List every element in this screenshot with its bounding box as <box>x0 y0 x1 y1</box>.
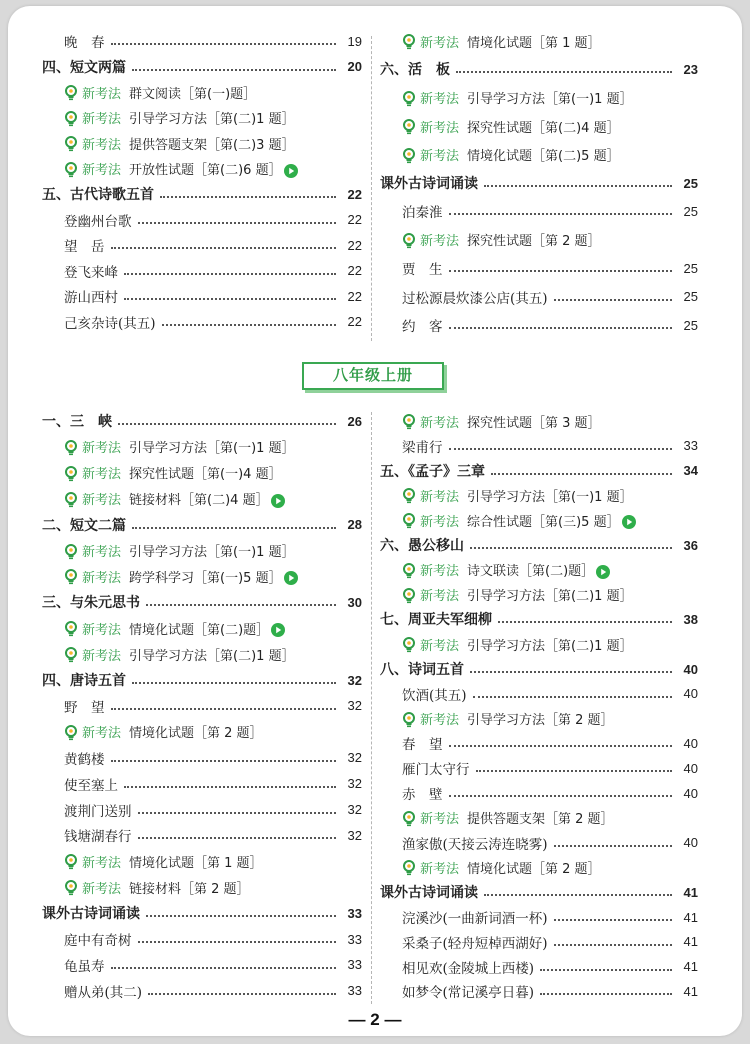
dot-leader <box>160 196 336 198</box>
lesson-title: 登幽州台歌 <box>64 213 132 230</box>
lightbulb-icon <box>402 637 416 653</box>
new-method-tag: 新考法 <box>82 855 122 871</box>
toc-section-heading[interactable] <box>42 593 362 611</box>
new-method-tag: 新考法 <box>82 86 122 102</box>
page-ref: 40 <box>683 835 698 851</box>
play-video-icon[interactable] <box>271 494 285 508</box>
dot-leader <box>124 786 336 788</box>
page-ref: 32 <box>347 776 362 792</box>
page-ref: 33 <box>347 957 362 973</box>
new-method-tag: 新考法 <box>82 570 122 586</box>
exam-method-label: 情境化试题［第 2 题］ <box>467 861 601 877</box>
new-method-tag: 新考法 <box>82 545 122 560</box>
toc-lesson-entry[interactable] <box>380 734 698 752</box>
exam-method-label: 情境化试题［第(二)5 题］ <box>467 149 620 165</box>
toc-section-heading[interactable] <box>380 883 698 901</box>
page-ref: 25 <box>683 289 698 305</box>
new-method-tag: 新考法 <box>82 137 122 153</box>
play-video-icon[interactable] <box>271 623 285 637</box>
page-ref: 36 <box>683 537 698 553</box>
dot-leader <box>111 760 337 762</box>
lightbulb-icon <box>64 162 78 178</box>
exam-method-label: 提供答题支架［第(二)3 题］ <box>129 137 295 153</box>
toc-lesson-entry[interactable] <box>380 958 698 976</box>
dot-leader <box>124 273 336 275</box>
section-title: 一、三 峡 <box>42 414 112 430</box>
lightbulb-icon <box>402 148 416 164</box>
lesson-title: 春 望 <box>402 737 443 754</box>
page-ref: 22 <box>347 263 362 278</box>
exam-method-label: 提供答题支架［第 2 题］ <box>467 812 614 828</box>
exam-method-entry[interactable] <box>42 542 362 560</box>
page-ref: 38 <box>683 611 698 627</box>
lightbulb-icon <box>402 588 416 604</box>
toc-lesson-entry[interactable] <box>42 236 362 254</box>
lesson-title: 登飞来峰 <box>64 264 118 281</box>
exam-method-label: 链接材料［第 2 题］ <box>129 881 250 897</box>
lesson-title: 赠从弟(其二) <box>64 984 143 1001</box>
toc-section-heading[interactable] <box>42 412 362 430</box>
play-video-icon[interactable] <box>284 571 298 585</box>
lesson-title: 晚 春 <box>64 35 105 51</box>
page-ref: 22 <box>347 314 362 329</box>
section-title: 课外古诗词诵读 <box>42 906 140 923</box>
lightbulb-icon <box>402 513 416 529</box>
exam-method-label: 引导学习方法［第(二)1 题］ <box>467 589 633 605</box>
dot-leader <box>470 671 672 673</box>
lightbulb-icon <box>64 111 78 127</box>
page-ref: 22 <box>347 237 362 253</box>
new-method-tag: 新考法 <box>82 467 122 483</box>
lesson-title: 龟虽寿 <box>64 958 105 975</box>
new-method-tag: 新考法 <box>82 648 122 664</box>
section-title: 六、活 板 <box>380 62 450 79</box>
exam-method-entry[interactable] <box>42 723 362 741</box>
exam-method-entry[interactable] <box>380 511 698 529</box>
page-ref: 30 <box>347 594 362 610</box>
new-method-tag: 新考法 <box>420 638 460 654</box>
exam-method-entry[interactable] <box>380 586 698 604</box>
toc-section-heading[interactable] <box>380 660 698 678</box>
new-method-tag: 新考法 <box>82 441 122 457</box>
lightbulb-icon <box>64 569 78 585</box>
page-ref: 25 <box>683 203 698 219</box>
exam-method-entry[interactable] <box>42 464 362 482</box>
dot-leader <box>449 213 673 215</box>
page-ref: 41 <box>683 934 698 950</box>
toc-lesson-entry[interactable] <box>42 801 362 819</box>
dot-leader <box>554 944 672 946</box>
dot-leader <box>111 967 337 969</box>
page-ref: 40 <box>683 735 698 751</box>
toc-lesson-entry[interactable] <box>42 930 362 948</box>
page-ref: 32 <box>347 750 362 766</box>
lesson-title: 使至塞上 <box>64 777 118 794</box>
lesson-title: 野 望 <box>64 699 105 716</box>
toc-section-heading[interactable] <box>42 58 362 76</box>
exam-method-label: 跨学科学习［第(一)5 题］ <box>129 570 282 586</box>
lightbulb-icon <box>64 544 78 560</box>
lesson-title: 贾 生 <box>402 262 443 279</box>
dot-leader <box>138 941 337 943</box>
lightbulb-icon <box>64 647 78 663</box>
lesson-title: 约 客 <box>402 319 443 335</box>
page-ref: 40 <box>683 661 698 677</box>
lightbulb-icon <box>402 34 416 50</box>
new-method-tag: 新考法 <box>82 163 122 178</box>
dot-leader <box>449 795 673 797</box>
toc-lesson-entry[interactable] <box>380 933 698 951</box>
exam-method-label: 引导学习方法［第(二)1 题］ <box>467 638 633 654</box>
exam-method-entry[interactable] <box>42 619 362 637</box>
toc-lesson-entry[interactable] <box>380 759 698 777</box>
dot-leader <box>449 448 673 450</box>
page-ref: 22 <box>347 288 362 304</box>
exam-method-entry[interactable] <box>380 858 698 876</box>
lesson-title: 如梦令(常记溪亭日暮) <box>402 985 535 1002</box>
dot-leader <box>162 324 336 326</box>
dot-leader <box>132 682 336 684</box>
section-title: 四、短文两篇 <box>42 59 126 76</box>
page-ref: 41 <box>683 909 698 925</box>
exam-method-label: 引导学习方法［第(二)1 题］ <box>129 648 295 664</box>
exam-method-entry[interactable] <box>42 878 362 896</box>
section-title: 五、《孟子》三章 <box>380 463 485 480</box>
lightbulb-icon <box>64 880 78 896</box>
toc-lesson-entry[interactable] <box>42 262 362 280</box>
toc-lesson-entry[interactable] <box>380 316 698 334</box>
exam-method-label: 探究性试题［第(二)4 题］ <box>467 120 620 136</box>
page-ref: 25 <box>683 317 698 333</box>
toc-lesson-entry[interactable] <box>42 211 362 229</box>
page-ref: 40 <box>683 785 698 801</box>
toc-lesson-entry[interactable] <box>380 288 698 306</box>
dot-leader <box>449 270 673 272</box>
dot-leader <box>148 993 336 995</box>
toc-section-heading[interactable] <box>380 462 698 480</box>
page-ref: 41 <box>683 884 698 900</box>
exam-method-label: 引导学习方法［第 2 题］ <box>467 713 614 729</box>
section-title: 七、周亚夫军细柳 <box>380 612 492 629</box>
dot-leader <box>132 69 336 71</box>
lesson-title: 梁甫行 <box>402 439 443 456</box>
lesson-title: 赤 壁 <box>402 787 443 803</box>
new-method-tag: 新考法 <box>82 112 122 127</box>
lesson-title: 黄鹤楼 <box>64 751 105 768</box>
exam-method-label: 引导学习方法［第(一)1 题］ <box>467 92 633 108</box>
dot-leader <box>138 812 337 814</box>
page-ref: 41 <box>683 983 698 999</box>
new-method-tag: 新考法 <box>420 514 460 530</box>
exam-method-entry[interactable] <box>380 635 698 653</box>
toc-section-heading[interactable] <box>380 610 698 628</box>
lesson-title: 采桑子(轻舟短棹西湖好) <box>402 935 548 952</box>
toc-section-heading[interactable] <box>42 671 362 689</box>
section-title: 课外古诗词诵读 <box>380 885 478 902</box>
new-method-tag: 新考法 <box>82 726 122 742</box>
exam-method-entry[interactable] <box>42 134 362 152</box>
exam-method-entry[interactable] <box>42 438 362 456</box>
lesson-title: 己亥杂诗(其五) <box>64 315 156 332</box>
lightbulb-icon <box>402 488 416 504</box>
page-ref: 32 <box>347 672 362 688</box>
dot-leader <box>554 845 672 847</box>
page-ref: 22 <box>347 186 362 202</box>
toc-lesson-entry[interactable] <box>380 908 698 926</box>
exam-method-label: 情境化试题［第 1 题］ <box>467 35 601 51</box>
dot-leader <box>470 547 672 549</box>
dot-leader <box>473 696 672 698</box>
lightbulb-icon <box>402 119 416 135</box>
toc-lesson-entry[interactable] <box>380 834 698 852</box>
section-title: 三、与朱元思书 <box>42 595 140 612</box>
lesson-title: 望 岳 <box>64 239 105 255</box>
exam-method-entry[interactable] <box>42 852 362 870</box>
lightbulb-icon <box>64 136 78 152</box>
new-method-tag: 新考法 <box>420 861 460 877</box>
exam-method-entry[interactable] <box>42 160 362 178</box>
section-title: 课外古诗词诵读 <box>380 176 478 192</box>
lesson-title: 庭中有奇树 <box>64 933 132 949</box>
lightbulb-icon <box>64 854 78 870</box>
new-method-tag: 新考法 <box>420 120 460 136</box>
page-ref: 25 <box>683 175 698 191</box>
exam-method-label: 引导学习方法［第(二)1 题］ <box>129 112 295 127</box>
dot-leader <box>476 770 673 772</box>
column-divider-bottom <box>371 412 372 1004</box>
toc-lesson-entry[interactable] <box>42 775 362 793</box>
exam-method-entry[interactable] <box>380 146 698 164</box>
exam-method-label: 情境化试题［第 2 题］ <box>129 726 263 742</box>
exam-method-entry[interactable] <box>380 710 698 728</box>
toc-section-heading[interactable] <box>380 60 698 78</box>
exam-method-label: 综合性试题［第(三)5 题］ <box>467 514 620 530</box>
page-ref: 33 <box>347 931 362 947</box>
new-method-tag: 新考法 <box>420 489 460 505</box>
dot-leader <box>124 298 336 300</box>
page-ref: 25 <box>683 260 698 276</box>
page-ref: 33 <box>683 438 698 454</box>
dot-leader <box>554 919 672 921</box>
lesson-title: 渡荆门送别 <box>64 803 132 820</box>
new-method-tag: 新考法 <box>82 493 122 509</box>
exam-method-entry[interactable] <box>380 486 698 504</box>
new-method-tag: 新考法 <box>82 881 122 897</box>
section-title: 六、愚公移山 <box>380 538 464 554</box>
page-ref: 22 <box>347 212 362 227</box>
dot-leader <box>484 894 672 896</box>
column-divider-top <box>371 36 372 341</box>
new-method-tag: 新考法 <box>420 564 460 580</box>
new-method-tag: 新考法 <box>420 35 460 51</box>
dot-leader <box>540 993 672 995</box>
toc-lesson-entry[interactable] <box>380 685 698 703</box>
play-video-icon[interactable] <box>284 164 298 178</box>
new-method-tag: 新考法 <box>420 589 460 605</box>
lightbulb-icon <box>402 233 416 249</box>
dot-leader <box>554 299 672 301</box>
lightbulb-icon <box>64 466 78 482</box>
exam-method-entry[interactable] <box>42 83 362 101</box>
exam-method-label: 群文阅读［第(一)题］ <box>129 86 257 102</box>
dot-leader <box>456 71 672 73</box>
dot-leader <box>449 327 673 329</box>
toc-lesson-entry[interactable] <box>380 437 698 455</box>
section-title: 五、古代诗歌五首 <box>42 187 154 203</box>
page-ref: 28 <box>347 517 362 533</box>
lightbulb-icon <box>64 621 78 637</box>
exam-method-entry[interactable] <box>380 809 698 827</box>
exam-method-entry[interactable] <box>42 109 362 127</box>
lightbulb-icon <box>64 440 78 456</box>
exam-method-label: 情境化试题［第 1 题］ <box>129 855 263 871</box>
page-ref: 32 <box>347 827 362 843</box>
lightbulb-icon <box>64 85 78 101</box>
dot-leader <box>111 43 337 45</box>
new-method-tag: 新考法 <box>420 92 460 108</box>
toc-lesson-entry[interactable] <box>380 982 698 1000</box>
toc-lesson-entry[interactable] <box>42 956 362 974</box>
exam-method-entry[interactable] <box>380 561 698 579</box>
lightbulb-icon <box>402 860 416 876</box>
dot-leader <box>138 222 337 224</box>
exam-method-entry[interactable] <box>380 117 698 135</box>
lightbulb-icon <box>402 563 416 579</box>
page-ref: 23 <box>683 61 698 77</box>
dot-leader <box>484 185 672 187</box>
toc-lesson-entry[interactable] <box>380 259 698 277</box>
page-ref: 32 <box>347 698 362 714</box>
dot-leader <box>111 247 337 249</box>
lesson-title: 游山西村 <box>64 290 118 306</box>
exam-method-label: 诗文联读［第(二)题］ <box>467 564 595 580</box>
lesson-title: 泊秦淮 <box>402 205 443 222</box>
lesson-title: 过松源晨炊漆公店(其五) <box>402 290 548 307</box>
dot-leader <box>498 621 672 623</box>
lightbulb-icon <box>402 712 416 728</box>
new-method-tag: 新考法 <box>420 149 460 165</box>
exam-method-label: 探究性试题［第(一)4 题］ <box>129 467 282 483</box>
toc-section-heading[interactable] <box>42 185 362 203</box>
toc-lesson-entry[interactable] <box>380 202 698 220</box>
exam-method-label: 开放性试题［第(二)6 题］ <box>129 163 282 178</box>
page-ref: 33 <box>347 905 362 921</box>
new-method-tag: 新考法 <box>82 622 122 638</box>
toc-lesson-entry[interactable] <box>42 32 362 50</box>
section-title: 八、诗词五首 <box>380 662 464 678</box>
exam-method-entry[interactable] <box>42 567 362 585</box>
exam-method-label: 引导学习方法［第(一)1 题］ <box>467 489 633 505</box>
exam-method-entry[interactable] <box>380 89 698 107</box>
new-method-tag: 新考法 <box>420 713 460 729</box>
toc-lesson-entry[interactable] <box>42 982 362 1000</box>
exam-method-entry[interactable] <box>380 32 698 50</box>
section-title: 二、短文二篇 <box>42 517 126 534</box>
exam-method-label: 链接材料［第(二)4 题］ <box>129 493 269 509</box>
lightbulb-icon <box>402 414 416 430</box>
exam-method-label: 引导学习方法［第(一)1 题］ <box>129 545 295 560</box>
toc-section-heading[interactable] <box>42 516 362 534</box>
lightbulb-icon <box>402 91 416 107</box>
page-ref: 40 <box>683 760 698 776</box>
exam-method-entry[interactable] <box>42 645 362 663</box>
new-method-tag: 新考法 <box>420 415 460 431</box>
grade-banner <box>302 362 446 392</box>
page-ref: 19 <box>347 33 362 49</box>
page-ref: 41 <box>683 959 698 975</box>
exam-method-entry[interactable] <box>42 490 362 508</box>
dot-leader <box>146 915 336 917</box>
lightbulb-icon <box>64 492 78 508</box>
play-video-icon[interactable] <box>622 515 636 529</box>
lesson-title: 钱塘湖春行 <box>64 829 132 846</box>
page-ref: 32 <box>347 802 362 817</box>
toc-section-heading[interactable] <box>42 904 362 922</box>
page-ref: 34 <box>683 463 698 479</box>
lesson-title: 浣溪沙(一曲新词酒一杯) <box>402 911 548 927</box>
exam-method-label: 探究性试题［第 3 题］ <box>467 415 601 431</box>
toc-lesson-entry[interactable] <box>42 313 362 331</box>
lesson-title: 雁门太守行 <box>402 762 470 779</box>
dot-leader <box>491 473 672 475</box>
page-ref: 33 <box>347 983 362 999</box>
page-ref: 40 <box>683 686 698 702</box>
exam-method-entry[interactable] <box>380 231 698 249</box>
lesson-title: 相见欢(金陵城上西楼) <box>402 960 535 977</box>
dot-leader <box>449 745 673 747</box>
dot-leader <box>138 837 337 839</box>
lesson-title: 渔家傲(天接云涛连晓雾) <box>402 836 548 853</box>
toc-lesson-entry[interactable] <box>42 697 362 715</box>
new-method-tag: 新考法 <box>420 812 460 828</box>
lightbulb-icon <box>64 725 78 741</box>
exam-method-label: 情境化试题［第(二)题］ <box>129 622 270 638</box>
new-method-tag: 新考法 <box>420 234 460 250</box>
toc-section-heading[interactable] <box>380 536 698 554</box>
lesson-title: 饮酒(其五) <box>402 687 467 704</box>
dot-leader <box>111 708 337 710</box>
section-title: 四、唐诗五首 <box>42 673 126 689</box>
page-ref: 26 <box>347 413 362 429</box>
toc-lesson-entry[interactable] <box>42 287 362 305</box>
lightbulb-icon <box>402 811 416 827</box>
toc-section-heading[interactable] <box>380 174 698 192</box>
grade-banner-title: 八年级上册 <box>332 366 413 384</box>
exam-method-label: 引导学习方法［第(一)1 题］ <box>129 441 295 457</box>
page-ref: 20 <box>347 59 362 74</box>
toc-lesson-entry[interactable] <box>42 826 362 844</box>
dot-leader <box>118 423 336 425</box>
dot-leader <box>132 527 336 529</box>
exam-method-label: 探究性试题［第 2 题］ <box>467 234 601 250</box>
play-video-icon[interactable] <box>596 565 610 579</box>
exam-method-entry[interactable] <box>380 412 698 430</box>
page-number: — 2 — <box>348 1010 402 1029</box>
toc-lesson-entry[interactable] <box>380 784 698 802</box>
dot-leader <box>146 604 336 606</box>
toc-lesson-entry[interactable] <box>42 749 362 767</box>
dot-leader <box>540 969 672 971</box>
